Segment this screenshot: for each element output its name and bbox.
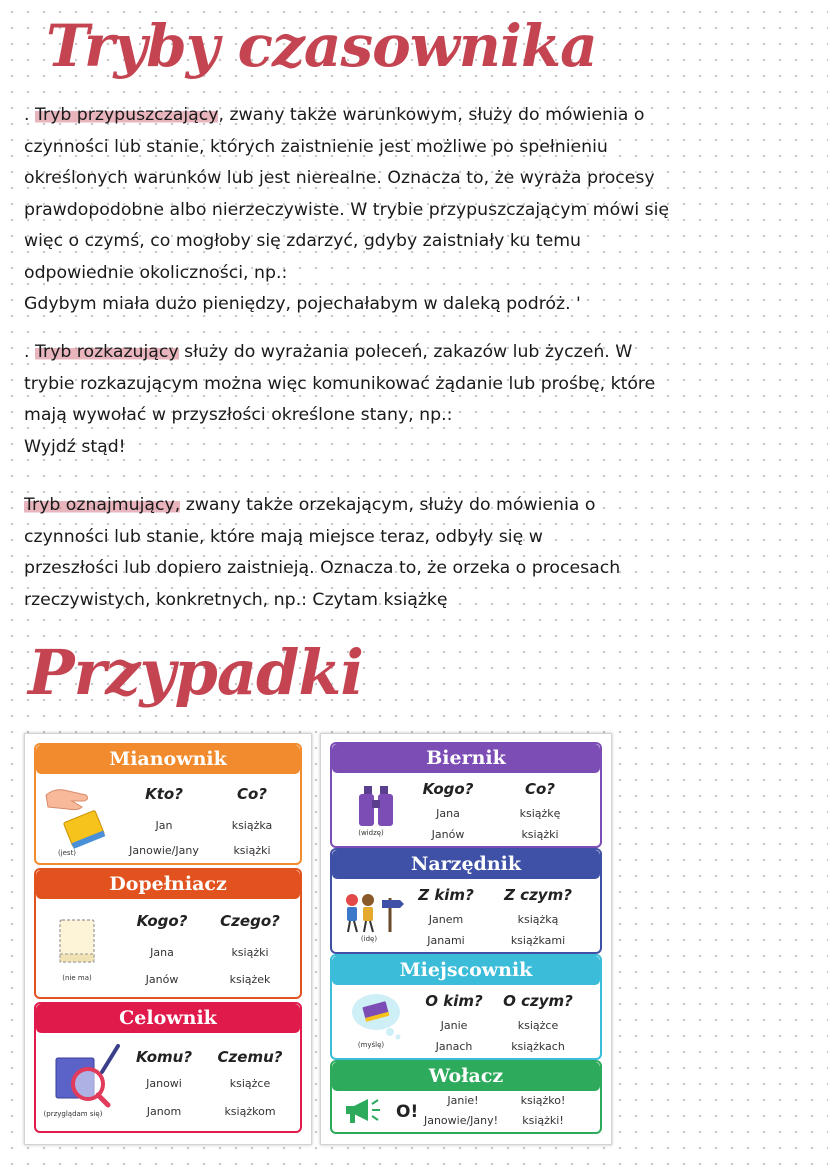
singular-thing: książce: [229, 1077, 271, 1090]
magnifier-book-icon: [52, 1042, 122, 1110]
case-caption: (nie ma): [62, 974, 92, 982]
singular-person: Jana: [436, 807, 460, 820]
case-caption: (myślę): [357, 1041, 385, 1049]
paragraph-text: służy do wyrażania poleceń, zakazów lub życzeń. W: [178, 342, 633, 362]
highlight-term: Tryb oznajmujący,: [24, 495, 181, 515]
cases-card-left: [24, 733, 312, 1145]
plural-thing: książek: [229, 973, 271, 986]
question-2: Co?: [236, 785, 267, 803]
walking-kids-icon: [342, 890, 406, 934]
bullet-dot: .: [24, 105, 35, 125]
singular-thing: książkę: [519, 807, 561, 820]
missing-book-icon: [54, 914, 104, 970]
paragraph-line: [24, 337, 794, 369]
plural-person: Janom: [146, 1105, 182, 1118]
paragraph-line: [24, 100, 794, 132]
case-celownik: [34, 1002, 302, 1133]
question-2: Czemu?: [217, 1048, 283, 1066]
case-title: Dopełniacz: [36, 870, 300, 899]
singular-person: Jan: [155, 819, 173, 832]
question-1: Kogo?: [136, 912, 188, 930]
paragraph-indicative: [24, 490, 794, 616]
paragraph-text: zwany także orzekającym, służy do mówienia o: [180, 495, 596, 515]
case-title: Wołacz: [332, 1062, 600, 1091]
question-2: Z czym?: [504, 886, 572, 904]
plural-person: Janach: [435, 1040, 473, 1053]
singular-person: Janowi: [146, 1077, 182, 1090]
exclamation-label: O!: [396, 1102, 419, 1122]
case-title: Biernik: [332, 744, 600, 773]
hand-book-icon: [42, 781, 114, 851]
case-title: Narzędnik: [332, 850, 600, 879]
paragraph-line: odpowiednie okoliczności, np.:: [24, 262, 288, 283]
plural-person: Janowie/Jany!: [423, 1114, 499, 1127]
singular-thing: książka: [231, 819, 273, 832]
paragraph-line: [24, 490, 794, 522]
plural-thing: książkom: [224, 1105, 276, 1118]
binoculars-icon: [356, 784, 396, 830]
paragraph-line: przeszłości lub dopiero zaistnieją. Oznacza to, że orzeka o procesach: [24, 558, 621, 578]
case-miejscownik: [330, 954, 602, 1060]
singular-thing: książką: [517, 913, 559, 926]
thought-book-icon: [346, 990, 408, 1040]
question-1: Komu?: [135, 1048, 193, 1066]
singular-person: Jana: [150, 946, 174, 959]
singular-thing: książce: [517, 1019, 559, 1032]
case-wolacz: [330, 1060, 602, 1134]
case-caption: (widzę): [358, 829, 384, 837]
paragraph-line: trybie rozkazującym można więc komunikować żądanie lub prośbę, które: [24, 373, 656, 394]
megaphone-icon: [342, 1096, 382, 1126]
paragraph-line: czynności lub stanie, których zaistnienie jest możliwe po spełnieniu: [24, 136, 608, 157]
singular-thing: książki: [231, 946, 269, 959]
question-2: O czym?: [503, 992, 573, 1010]
paragraph-line: czynności lub stanie, które mają miejsce teraz, odbyły się w: [24, 526, 543, 547]
case-mianownik: [34, 743, 302, 865]
singular-person: Janie: [440, 1019, 468, 1032]
question-1: Z kim?: [418, 886, 474, 904]
question-1: Kto?: [145, 785, 183, 803]
case-title: Mianownik: [36, 745, 300, 774]
paragraph-line: więc o czymś, co mogłoby się zdarzyć, gdyby zaistniały ku temu: [24, 231, 582, 251]
singular-thing: książko!: [520, 1094, 566, 1107]
case-title: Miejscownik: [332, 956, 600, 985]
singular-person: Janie!: [447, 1094, 479, 1107]
example-sentence: Gdybym miała dużo pieniędzy, pojechałabym w daleką podróż. ': [24, 294, 581, 314]
bullet-dot: .: [24, 342, 35, 362]
example-sentence: Wyjdź stąd!: [24, 436, 126, 457]
question-1: O kim?: [425, 992, 483, 1010]
plural-thing: książkach: [511, 1040, 565, 1053]
plural-person: Janami: [427, 934, 465, 947]
singular-person: Janem: [428, 913, 464, 926]
paragraph-imperative: [24, 337, 794, 463]
paragraph-line: prawdopodobne albo nierzeczywiste. W trybie przypuszczającym mówi się: [24, 199, 670, 220]
cases-card-right: [320, 733, 612, 1145]
highlight-term: Tryb przypuszczający: [35, 105, 219, 125]
plural-person: Janów: [431, 828, 465, 841]
case-biernik: [330, 742, 602, 848]
plural-thing: książki: [233, 844, 271, 857]
case-title: Celownik: [36, 1004, 300, 1033]
paragraph-line: rzeczywistych, konkretnych, np.: Czytam książkę: [24, 589, 448, 610]
paragraph-conditional: [24, 100, 794, 321]
case-caption: (przyglądam się): [43, 1110, 103, 1118]
question-1: Kogo?: [422, 780, 474, 798]
case-narzednik: [330, 848, 602, 954]
plural-thing: książki!: [522, 1114, 564, 1127]
section-title-cases: Przypadki: [28, 636, 363, 709]
highlight-term: Tryb rozkazujący: [35, 342, 179, 362]
case-dopelniacz: [34, 868, 302, 999]
plural-thing: książkami: [510, 934, 566, 947]
case-caption: (idę): [360, 935, 378, 943]
case-caption: (jest): [57, 849, 77, 857]
question-2: Co?: [524, 780, 555, 798]
paragraph-line: określonych warunków lub jest nierealne. Oznacza to, że wyraża procesy: [24, 168, 655, 188]
question-2: Czego?: [220, 912, 280, 930]
page-title: Tryby czasownika: [46, 12, 597, 80]
paragraph-text: , zwany także warunkowym, służy do mówienia o: [218, 105, 645, 125]
plural-person: Janów: [145, 973, 179, 986]
plural-thing: książki: [521, 828, 559, 841]
paragraph-line: mają wywołać w przyszłości określone stany, np.:: [24, 405, 453, 425]
plural-person: Janowie/Jany: [129, 844, 199, 857]
